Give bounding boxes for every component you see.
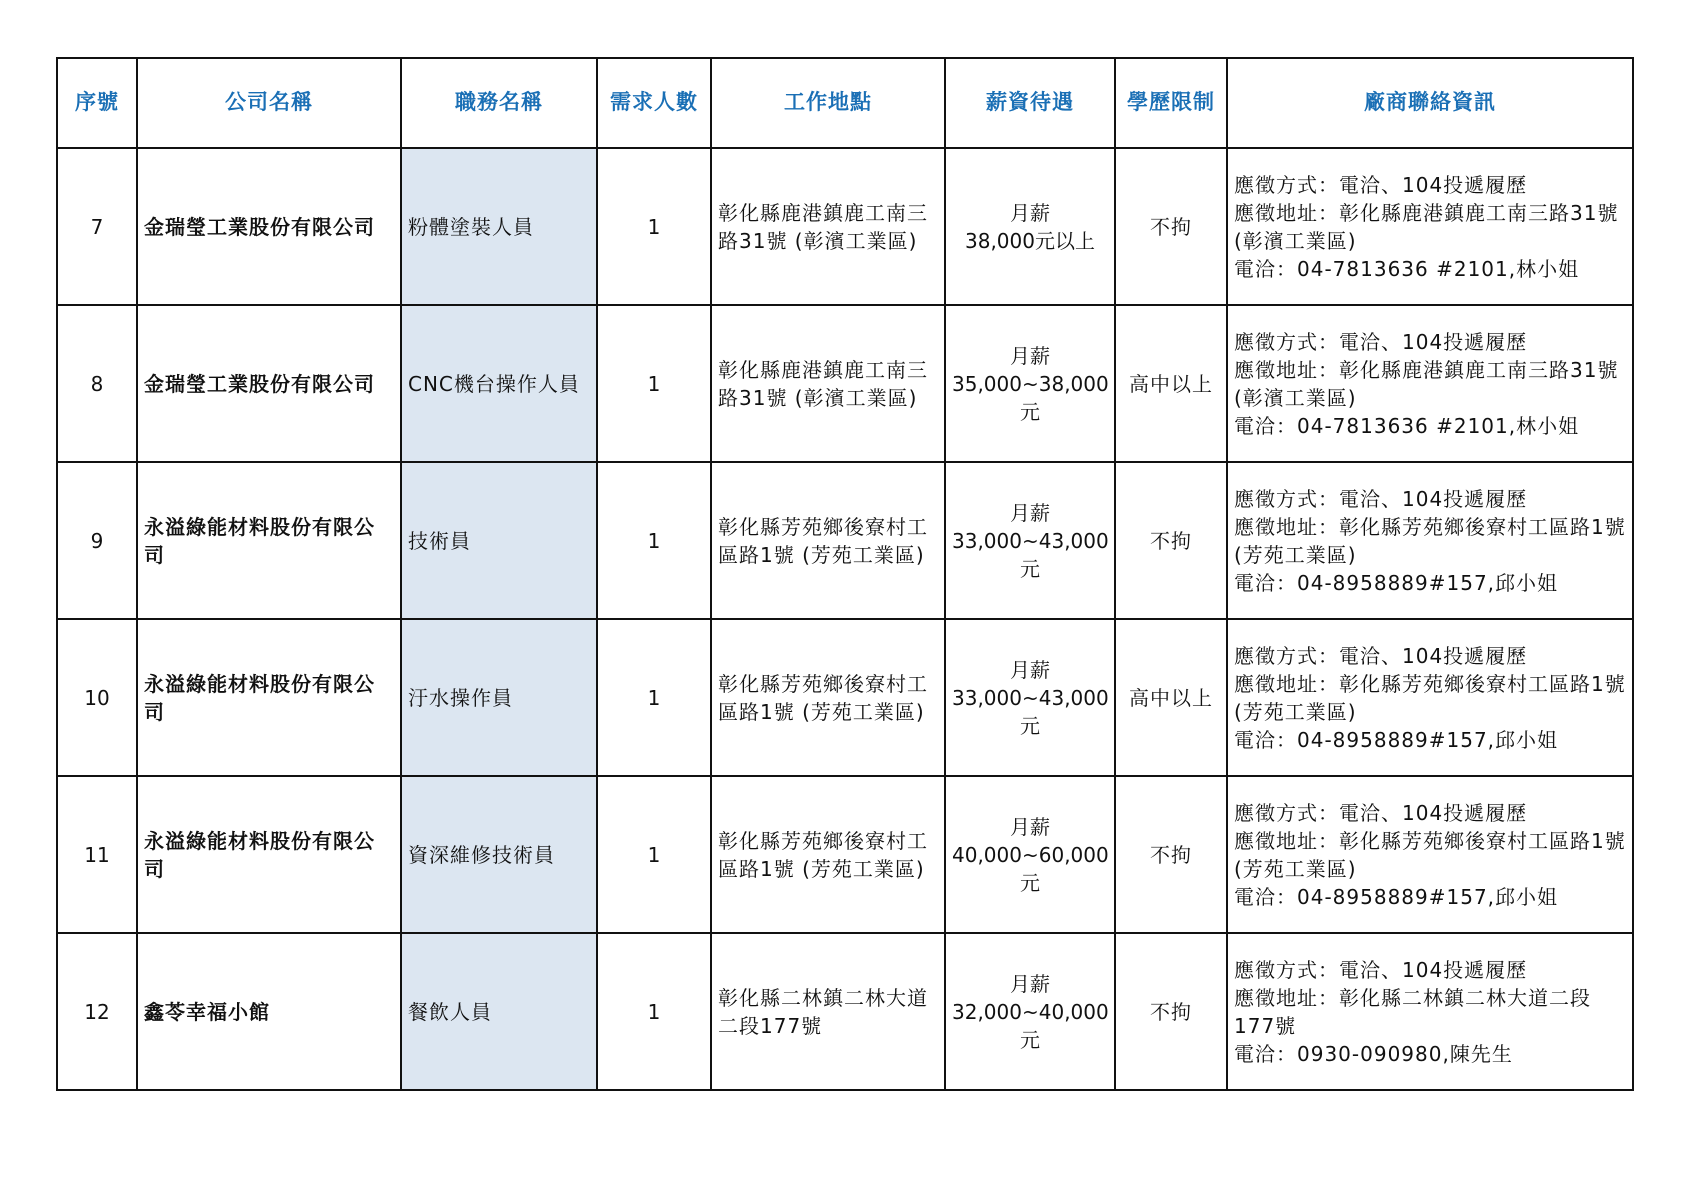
contact-method: 應徵方式：電洽、104投遞履歷 [1234,486,1528,511]
contact-phone: 電洽：0930-090980,陳先生 [1234,1041,1513,1066]
cell-salary [945,305,1115,462]
cell-seq: 10 [57,619,137,776]
contact-address: 應徵地址：彰化縣芳苑鄉後寮村工區路1號 (芳苑工業區) [1234,514,1626,567]
cell-company: 鑫苓幸福小館 [137,933,401,1090]
contact-method: 應徵方式：電洽、104投遞履歷 [1234,957,1528,982]
cell-salary [945,776,1115,933]
salary-label: 月薪 [1010,200,1050,225]
contact-address: 應徵地址：彰化縣鹿港鎮鹿工南三路31號 (彰濱工業區) [1234,200,1619,253]
contact-phone: 電洽：04-8958889#157,邱小姐 [1234,727,1559,752]
cell-count: 1 [597,933,711,1090]
cell-count: 1 [597,305,711,462]
contact-phone: 電洽：04-7813636 #2101,林小姐 [1234,413,1580,438]
cell-job-title: 粉體塗裝人員 [401,148,597,305]
contact-phone: 電洽：04-8958889#157,邱小姐 [1234,884,1559,909]
cell-company: 永溢綠能材料股份有限公司 [137,776,401,933]
table-row [57,148,1633,305]
cell-job-title: 餐飲人員 [401,933,597,1090]
salary-label: 月薪 [1010,971,1050,996]
header-education: 學歷限制 [1115,58,1227,148]
salary-value: 40,000~60,000元 [952,842,1109,895]
header-title: 職務名稱 [401,58,597,148]
cell-location: 彰化縣鹿港鎮鹿工南三路31號 (彰濱工業區) [711,305,945,462]
cell-seq: 11 [57,776,137,933]
cell-contact [1227,619,1633,776]
cell-contact [1227,305,1633,462]
cell-location: 彰化縣芳苑鄉後寮村工區路1號 (芳苑工業區) [711,776,945,933]
table-row [57,305,1633,462]
cell-job-title: 資深維修技術員 [401,776,597,933]
cell-education: 高中以上 [1115,619,1227,776]
cell-seq: 8 [57,305,137,462]
cell-seq: 12 [57,933,137,1090]
salary-label: 月薪 [1010,657,1050,682]
contact-address: 應徵地址：彰化縣芳苑鄉後寮村工區路1號 (芳苑工業區) [1234,828,1626,881]
contact-address: 應徵地址：彰化縣芳苑鄉後寮村工區路1號 (芳苑工業區) [1234,671,1626,724]
table-row [57,619,1633,776]
cell-location: 彰化縣芳苑鄉後寮村工區路1號 (芳苑工業區) [711,462,945,619]
salary-label: 月薪 [1010,500,1050,525]
table-row [57,776,1633,933]
contact-phone: 電洽：04-8958889#157,邱小姐 [1234,570,1559,595]
salary-label: 月薪 [1010,343,1050,368]
header-contact: 廠商聯絡資訊 [1227,58,1633,148]
cell-contact [1227,148,1633,305]
cell-salary [945,148,1115,305]
cell-job-title: 汙水操作員 [401,619,597,776]
salary-value: 33,000~43,000元 [952,685,1109,738]
table-row [57,462,1633,619]
salary-value: 32,000~40,000元 [952,999,1109,1052]
contact-address: 應徵地址：彰化縣二林鎮二林大道二段177號 [1234,985,1591,1038]
cell-salary [945,619,1115,776]
salary-value: 38,000元以上 [965,228,1095,253]
cell-seq: 7 [57,148,137,305]
header-salary: 薪資待遇 [945,58,1115,148]
header-location: 工作地點 [711,58,945,148]
cell-company: 金瑞瑩工業股份有限公司 [137,148,401,305]
cell-education: 不拘 [1115,148,1227,305]
cell-company: 永溢綠能材料股份有限公司 [137,619,401,776]
contact-method: 應徵方式：電洽、104投遞履歷 [1234,643,1528,668]
salary-value: 33,000~43,000元 [952,528,1109,581]
header-seq: 序號 [57,58,137,148]
cell-job-title: CNC機台操作人員 [401,305,597,462]
contact-method: 應徵方式：電洽、104投遞履歷 [1234,172,1528,197]
cell-contact [1227,462,1633,619]
table-row [57,933,1633,1090]
cell-education: 不拘 [1115,462,1227,619]
cell-contact [1227,776,1633,933]
contact-phone: 電洽：04-7813636 #2101,林小姐 [1234,256,1580,281]
cell-count: 1 [597,462,711,619]
cell-salary [945,933,1115,1090]
cell-salary [945,462,1115,619]
job-listing-table [56,57,1634,1091]
cell-company: 永溢綠能材料股份有限公司 [137,462,401,619]
header-row [57,58,1633,148]
header-company: 公司名稱 [137,58,401,148]
cell-seq: 9 [57,462,137,619]
cell-education: 不拘 [1115,776,1227,933]
salary-label: 月薪 [1010,814,1050,839]
cell-location: 彰化縣芳苑鄉後寮村工區路1號 (芳苑工業區) [711,619,945,776]
cell-company: 金瑞瑩工業股份有限公司 [137,305,401,462]
cell-education: 不拘 [1115,933,1227,1090]
contact-method: 應徵方式：電洽、104投遞履歷 [1234,329,1528,354]
cell-job-title: 技術員 [401,462,597,619]
cell-count: 1 [597,619,711,776]
cell-location: 彰化縣鹿港鎮鹿工南三路31號 (彰濱工業區) [711,148,945,305]
cell-contact [1227,933,1633,1090]
header-count: 需求人數 [597,58,711,148]
cell-education: 高中以上 [1115,305,1227,462]
contact-address: 應徵地址：彰化縣鹿港鎮鹿工南三路31號 (彰濱工業區) [1234,357,1619,410]
cell-count: 1 [597,148,711,305]
cell-location: 彰化縣二林鎮二林大道二段177號 [711,933,945,1090]
contact-method: 應徵方式：電洽、104投遞履歷 [1234,800,1528,825]
cell-count: 1 [597,776,711,933]
salary-value: 35,000~38,000元 [952,371,1109,424]
